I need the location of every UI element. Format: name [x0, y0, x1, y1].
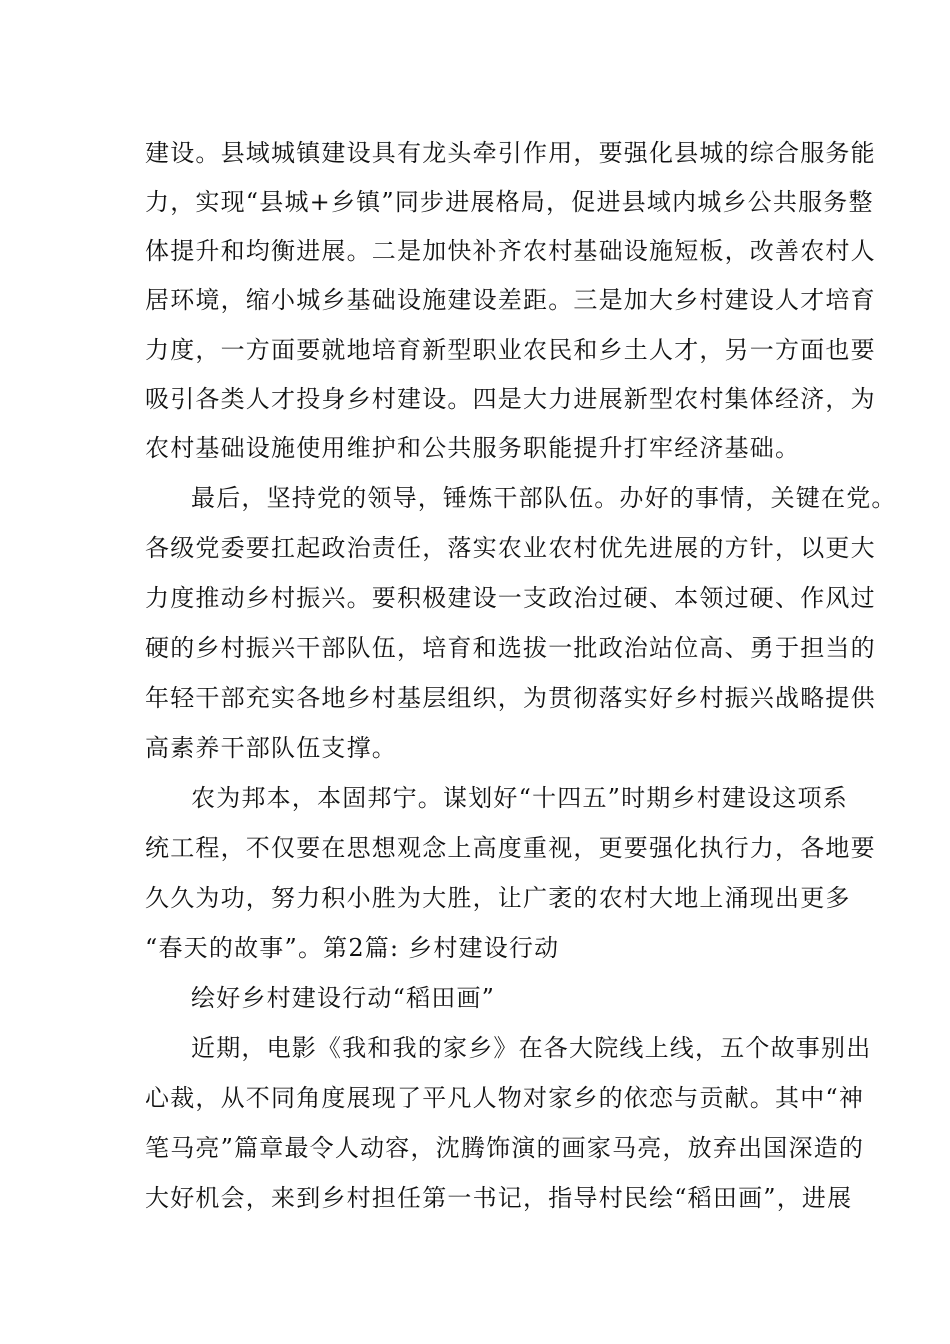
text-line: 年轻干部充实各地乡村基层组织，为贯彻落实好乡村振兴战略提供: [145, 684, 876, 712]
paragraph-first-line: 近期，电影《我和我的家乡》在各大院线上线，五个故事别出: [191, 1034, 872, 1062]
section-title: 绘好乡村建设行动“稻田画”: [191, 984, 496, 1012]
text-line: 硬的乡村振兴干部队伍，培育和选拔一批政治站位高、勇于担当的: [145, 634, 876, 662]
text-line: 心裁，从不同角度展现了平凡人物对家乡的依恋与贡献。其中“神: [145, 1084, 865, 1112]
text-line: 久久为功，努力积小胜为大胜，让广袤的农村大地上涌现出更多: [145, 884, 851, 912]
text-line: 高素养干部队伍支撑。: [145, 734, 397, 762]
text-line: 力度，一方面要就地培育新型职业农民和乡土人才，另一方面也要: [145, 336, 876, 364]
text-line: 各级党委要扛起政治责任，落实农业农村优先进展的方针，以更大: [145, 534, 876, 562]
text-line: 体提升和均衡进展。二是加快补齐农村基础设施短板，改善农村人: [145, 237, 876, 265]
text-line: 大好机会，来到乡村担任第一书记，指导村民绘“稻田画”，进展: [145, 1184, 853, 1212]
text-line: 建设。县域城镇建设具有龙头牵引作用，要强化县城的综合服务能: [145, 139, 876, 167]
text-line: 笔马亮”篇章最令人动容，沈腾饰演的画家马亮，放弃出国深造的: [145, 1134, 865, 1162]
text-line: 统工程，不仅要在思想观念上高度重视，更要强化执行力，各地要: [145, 834, 876, 862]
text-line: 力度推动乡村振兴。要积极建设一支政治过硬、本领过硬、作风过: [145, 584, 876, 612]
paragraph-first-line: 最后，坚持党的领导，锤炼干部队伍。办好的事情，关键在党。: [191, 484, 897, 512]
paragraph-first-line: 农为邦本，本固邦宁。谋划好“十四五”时期乡村建设这项系: [191, 784, 848, 812]
text-line: “春天的故事”。第2篇: 乡村建设行动: [145, 934, 560, 962]
text-line: 吸引各类人才投身乡村建设。四是大力进展新型农村集体经济，为: [145, 385, 876, 413]
text-line: 居环境，缩小城乡基础设施建设差距。三是加大乡村建设人才培育: [145, 286, 876, 314]
text-line: 农村基础设施使用维护和公共服务职能提升打牢经济基础。: [145, 434, 801, 462]
text-line: 力，实现“县城+乡镇”同步进展格局，促进县域内城乡公共服务整: [145, 188, 874, 216]
